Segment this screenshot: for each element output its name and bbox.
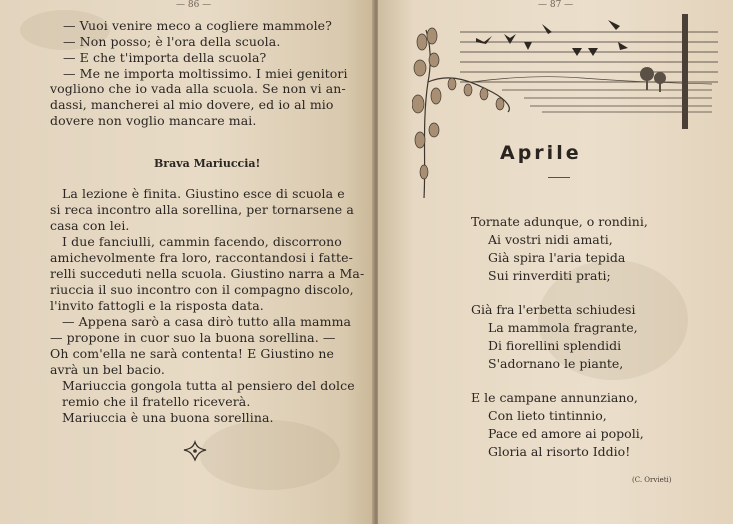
story-line: l'invito fattogli e la risposta data.: [50, 298, 264, 313]
story-line: Mariuccia gongola tutta al pensiero del dolce: [62, 378, 355, 393]
swallows-illustration: [412, 12, 728, 202]
section-heading: Brava Mariuccia!: [154, 157, 261, 170]
poem-line: Di fiorellini splendidi: [488, 338, 622, 353]
right-page: [378, 0, 733, 524]
poem-line: Pace ed amore ai popoli,: [488, 426, 644, 441]
poem-author: (C. Orvieti): [632, 476, 672, 484]
story-line: relli succeduti nella scuola. Giustino narra a Ma-: [50, 266, 365, 281]
title-divider: [548, 177, 570, 178]
story-line: I due fanciulli, cammin facendo, discorrono: [62, 234, 342, 249]
dialogue-line: — Vuoi venire meco a cogliere mammole?: [63, 18, 332, 33]
page-number: — 87 —: [538, 0, 574, 10]
paper-stain: [200, 420, 340, 490]
poem-line: Tornate adunque, o rondini,: [471, 214, 648, 229]
story-line: remio che il fratello riceverà.: [62, 394, 251, 409]
poem-line: Già fra l'erbetta schiudesi: [471, 302, 636, 317]
poem-line: S'adornano le piante,: [488, 356, 624, 371]
poem-line: Sui rinverditi prati;: [488, 268, 611, 283]
poem-line: Ai vostri nidi amati,: [488, 232, 613, 247]
poem-line: Gloria al risorto Iddio!: [488, 444, 631, 459]
story-line: Oh com'ella ne sarà contenta! E Giustino ne: [50, 346, 334, 361]
story-line: La lezione è finita. Giustino esce di scuola e: [62, 186, 345, 201]
poem-line: Con lieto tintinnio,: [488, 408, 607, 423]
story-line: avrà un bel bacio.: [50, 362, 165, 377]
story-line: riuccia il suo incontro con il compagno discolo,: [50, 282, 354, 297]
dialogue-line: vogliono che io vada alla scuola. Se non vi an-: [50, 81, 346, 96]
fleuron-ornament: [180, 440, 210, 462]
poem-title: Aprile: [500, 142, 582, 164]
dialogue-line: dassi, mancherei al mio dovere, ed io al mio: [50, 97, 334, 112]
dialogue-line: — E che t'importa della scuola?: [63, 50, 267, 65]
story-line: Mariuccia è una buona sorellina.: [62, 410, 274, 425]
story-line: si reca incontro alla sorellina, per tornarsene a: [50, 202, 354, 217]
story-line: casa con lei.: [50, 218, 130, 233]
story-line: — propone in cuor suo la buona sorellina. —: [50, 330, 336, 345]
poem-line: E le campane annunziano,: [471, 390, 638, 405]
page-number: — 86 —: [176, 0, 212, 10]
story-line: — Appena sarò a casa dirò tutto alla mamma: [62, 314, 352, 329]
story-line: amichevolmente fra loro, raccontandosi i fatte-: [50, 250, 353, 265]
dialogue-line: dovere non voglio mancare mai.: [50, 113, 257, 128]
poem-line: La mammola fragrante,: [488, 320, 638, 335]
dialogue-line: — Non posso; è l'ora della scuola.: [63, 34, 281, 49]
poem-line: Già spira l'aria tepida: [488, 250, 626, 265]
dialogue-line: — Me ne importa moltissimo. I miei genitori: [63, 66, 348, 81]
